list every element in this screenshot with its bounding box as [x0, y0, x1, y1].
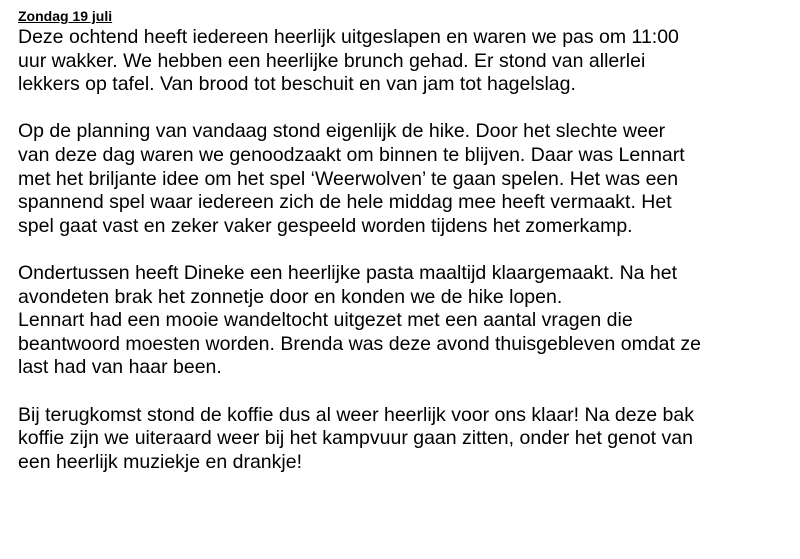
- paragraph: [18, 404, 793, 475]
- text-line: met het briljante idee om het spel ‘Weerwolven’ te gaan spelen. Het was een: [18, 167, 679, 190]
- text-line: Op de planning van vandaag stond eigenlijk de hike. Door het slechte weer: [18, 120, 666, 143]
- paragraph: [18, 26, 793, 97]
- text-line: van deze dag waren we genoodzaakt om binnen te blijven. Daar was Lennart: [18, 143, 685, 166]
- text-line: spannend spel waar iedereen zich de hele middag mee heeft vermaakt. Het: [18, 191, 672, 214]
- text-line: een heerlijk muziekje en drankje!: [18, 450, 302, 473]
- text-line: spel gaat vast en zeker vaker gespeeld worden tijdens het zomerkamp.: [18, 214, 633, 237]
- diary-body: [18, 26, 793, 474]
- text-line: Bij terugkomst stond de koffie dus al weer heerlijk voor ons klaar! Na deze bak: [18, 403, 694, 426]
- text-line: koffie zijn we uiteraard weer bij het kampvuur gaan zitten, onder het genot van: [18, 427, 693, 450]
- text-line: Deze ochtend heeft iedereen heerlijk uitgeslapen en waren we pas om 11:00: [18, 26, 679, 48]
- date-heading: Zondag 19 juli: [18, 8, 113, 24]
- text-line: Ondertussen heeft Dineke een heerlijke pasta maaltijd klaargemaakt. Na het: [18, 261, 678, 284]
- diary-page: [18, 6, 793, 498]
- paragraph: [18, 120, 793, 238]
- text-line: beantwoord moesten worden. Brenda was deze avond thuisgebleven omdat ze: [18, 332, 701, 355]
- paragraph: [18, 262, 793, 380]
- text-line: last had van haar been.: [18, 356, 222, 379]
- text-line: Lennart had een mooie wandeltocht uitgezet met een aantal vragen die: [18, 309, 633, 332]
- text-line: avondeten brak het zonnetje door en konden we de hike lopen.: [18, 285, 563, 308]
- text-line: uur wakker. We hebben een heerlijke brunch gehad. Er stond van allerlei: [18, 49, 646, 72]
- text-line: lekkers op tafel. Van brood tot beschuit en van jam tot hagelslag.: [18, 73, 576, 96]
